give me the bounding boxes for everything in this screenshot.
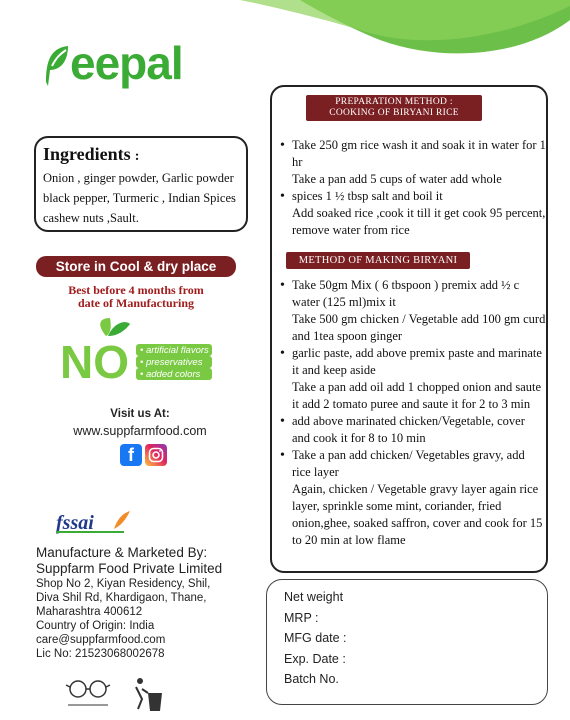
preparation-banner-line-2: COOKING OF BIRYANI RICE (329, 108, 459, 118)
step-item (280, 447, 546, 549)
fssai-logo (54, 509, 134, 535)
address-line: Diva Shil Rd, Khardigaon, Thane, (36, 592, 207, 604)
step-text: spices 1 ½ tbsp salt and boil it (292, 189, 443, 203)
best-before-text (36, 284, 236, 310)
batch-label: Batch No. (284, 672, 339, 686)
no-additives-badge (58, 318, 228, 388)
step-item (280, 345, 546, 413)
rice-steps-list (280, 137, 546, 239)
instagram-icon[interactable] (145, 444, 167, 466)
step-item (280, 277, 546, 345)
step-item (280, 188, 546, 239)
leaf-p-icon (42, 42, 72, 86)
dustbin-icon (136, 678, 162, 711)
biryani-banner: METHOD OF MAKING BIRYANI (286, 252, 470, 269)
mrp-label: MRP : (284, 610, 319, 625)
address-line: Maharashtra 400612 (36, 606, 143, 618)
brand-logo (42, 37, 183, 89)
step-continuation: Take a pan add 5 cups of water add whole (292, 172, 502, 186)
visit-label: Visit us At: (110, 408, 170, 420)
preparation-banner-line-1: PREPARATION METHOD : (335, 97, 453, 107)
social-icons (120, 444, 167, 466)
no-item: • artificial flavors (140, 345, 209, 356)
sprout-leaf-icon (108, 322, 130, 336)
ingredients-heading: Ingredients (43, 144, 131, 164)
no-word: NO (60, 336, 129, 388)
ingredients-box (34, 136, 248, 232)
facebook-icon[interactable]: f (120, 444, 142, 466)
svg-text:fssai: fssai (56, 512, 94, 534)
bottom-icons (64, 675, 164, 715)
biryani-steps-list (280, 277, 546, 549)
step-continuation: Again, chicken / Vegetable gravy layer again rice layer, sprinkle some mint, coriander, fried onion,ghee, soaked saffron, cover and cook for 15 to 20 min at low flame (292, 482, 543, 547)
address-line: Shop No 2, Kiyan Residency, Shil, (36, 578, 211, 590)
country-of-origin: Country of Origin: India (36, 620, 155, 632)
step-item (280, 413, 546, 447)
swachh-bharat-glasses-icon (66, 681, 110, 705)
step-continuation: Take 500 gm chicken / Vegetable add 100 gm curd and 1tea spoon ginger (292, 312, 546, 343)
ingredients-colon: : (134, 149, 140, 164)
step-text: Take 50gm Mix ( 6 tbspoon ) premix add ½ c water (125 ml)mix it (292, 278, 520, 309)
no-item: • preservatives (140, 357, 203, 368)
step-continuation: Add soaked rice ,cook it till it get cook 95 percent, remove water from rice (292, 206, 546, 237)
no-item: • added colors (140, 369, 201, 380)
ingredients-line: cashew nuts ,Sault. (43, 211, 139, 225)
sprout-leaf-icon (100, 318, 111, 336)
step-item (280, 137, 546, 188)
best-before-line-1: Best before 4 months from (68, 283, 204, 297)
storage-banner: Store in Cool & dry place (36, 256, 236, 277)
manufacturer-info (36, 545, 222, 661)
brand-name: eepal (70, 37, 183, 89)
step-text: Take a pan add chicken/ Vegetables gravy, add rice layer (292, 448, 525, 479)
website-link[interactable]: www.suppfarmfood.com (73, 424, 207, 438)
ingredients-line: black pepper, Turmeric , Indian Spices (43, 191, 236, 205)
company-name: Suppfarm Food Private Limited (36, 561, 223, 576)
step-text: Take 250 gm rice wash it and soak it in water for 1 hr (292, 138, 546, 169)
email: care@suppfarmfood.com (36, 634, 166, 646)
product-info-box (266, 579, 548, 705)
license-number: Lic No: 21523068002678 (36, 648, 165, 660)
preparation-box (270, 85, 548, 573)
step-continuation: Take a pan add oil add 1 chopped onion and saute it add 2 tomato puree and saute it for 2 to 3 min (292, 380, 542, 411)
ingredients-line: Onion , ginger powder, Garlic powder (43, 171, 234, 185)
manufacturer-line: Manufacture & Marketed By: (36, 545, 208, 560)
exp-date-label: Exp. Date : (284, 651, 346, 666)
step-text: garlic paste, add above premix paste and marinate it and keep aside (292, 346, 542, 377)
mfg-date-label: MFG date : (284, 631, 347, 645)
best-before-line-2: date of Manufacturing (78, 296, 194, 310)
net-weight-label: Net weight (284, 590, 344, 604)
step-text: add above marinated chicken/Vegetable, cover and cook it for 8 to 10 min (292, 414, 525, 445)
preparation-banner (306, 95, 482, 121)
